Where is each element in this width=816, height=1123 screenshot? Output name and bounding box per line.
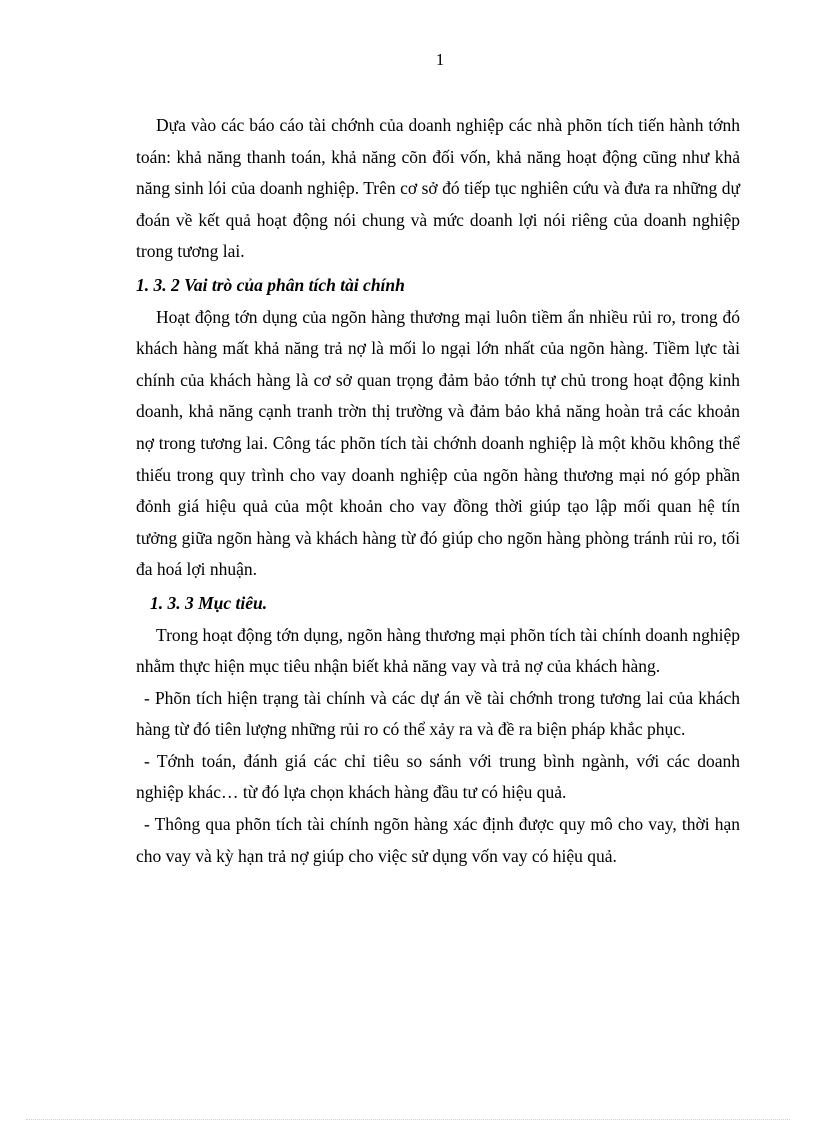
page-bottom-divider bbox=[26, 1119, 790, 1120]
paragraph-objective: Trong hoạt động tớn dụng, ngõn hàng thương mại phõn tích tài chính doanh nghiệp nhằm thực hiện mục tiêu nhận biết khả năng vay và trả nợ của khách hàng. bbox=[136, 624, 740, 677]
document-body bbox=[136, 110, 740, 872]
page-number: 1 bbox=[435, 50, 445, 69]
bullet-calculation: - Tớnh toán, đánh giá các chỉ tiêu so sánh với trung bình ngành, với các doanh nghiệp khác… từ đó lựa chọn khách hàng đầu tư có hiệu quả. bbox=[136, 750, 740, 803]
heading-1-3-3: 1. 3. 3 Mục tiêu. bbox=[150, 592, 268, 613]
heading-1-3-2: 1. 3. 2 Vai trò của phân tích tài chính bbox=[136, 274, 405, 295]
paragraph-intro: Dựa vào các báo cáo tài chớnh của doanh nghiệp các nhà phõn tích tiến hành tớnh toán: khả năng thanh toán, khả năng cõn đối vốn, khả năng hoạt động cũng như khả năng sinh lói của doanh nghiệp. Trên cơ sở đó tiếp tục nghiên cứu và đưa ra những dự đoán về kết quả hoạt động nói chung và mức doanh lợi nói riêng của doanh nghiệp trong tương lai. bbox=[136, 115, 740, 262]
bullet-scale: - Thông qua phõn tích tài chính ngõn hàng xác định được quy mô cho vay, thời hạn cho vay và kỳ hạn trả nợ giúp cho việc sử dụng vốn vay có hiệu quả. bbox=[136, 814, 740, 866]
bullet-analysis: - Phõn tích hiện trạng tài chính và các dự án về tài chớnh trong tương lai của khách hàng từ đó tiên lượng những rủi ro có thể xảy ra và đề ra biện pháp khắc phục. bbox=[136, 687, 740, 740]
paragraph-role: Hoạt động tớn dụng của ngõn hàng thương mại luôn tiềm ẩn nhiều rủi ro, trong đó khách hàng mất khả năng trả nợ là mối lo ngại lớn nhất của ngõn hàng. Tiềm lực tài chính của khách hàng là cơ sở quan trọng đảm bảo tớnh tự chủ trong hoạt động kinh doanh, khả năng cạnh tranh trờn thị trường và đảm bảo khả năng hoàn trả các khoản nợ trong tương lai. Công tác phõn tích tài chớnh doanh nghiệp là một khõu không thể thiếu trong quy trình cho vay doanh nghiệp của ngõn hàng thương mại nó góp phần đỏnh giá hiệu quả của một khoản cho vay đồng thời giúp tạo lập mối quan hệ tín tưởng giữa ngõn hàng và khách hàng từ đó giúp cho ngõn hàng phòng tránh rủi ro, tối đa hoá lợi nhuận. bbox=[136, 306, 740, 580]
